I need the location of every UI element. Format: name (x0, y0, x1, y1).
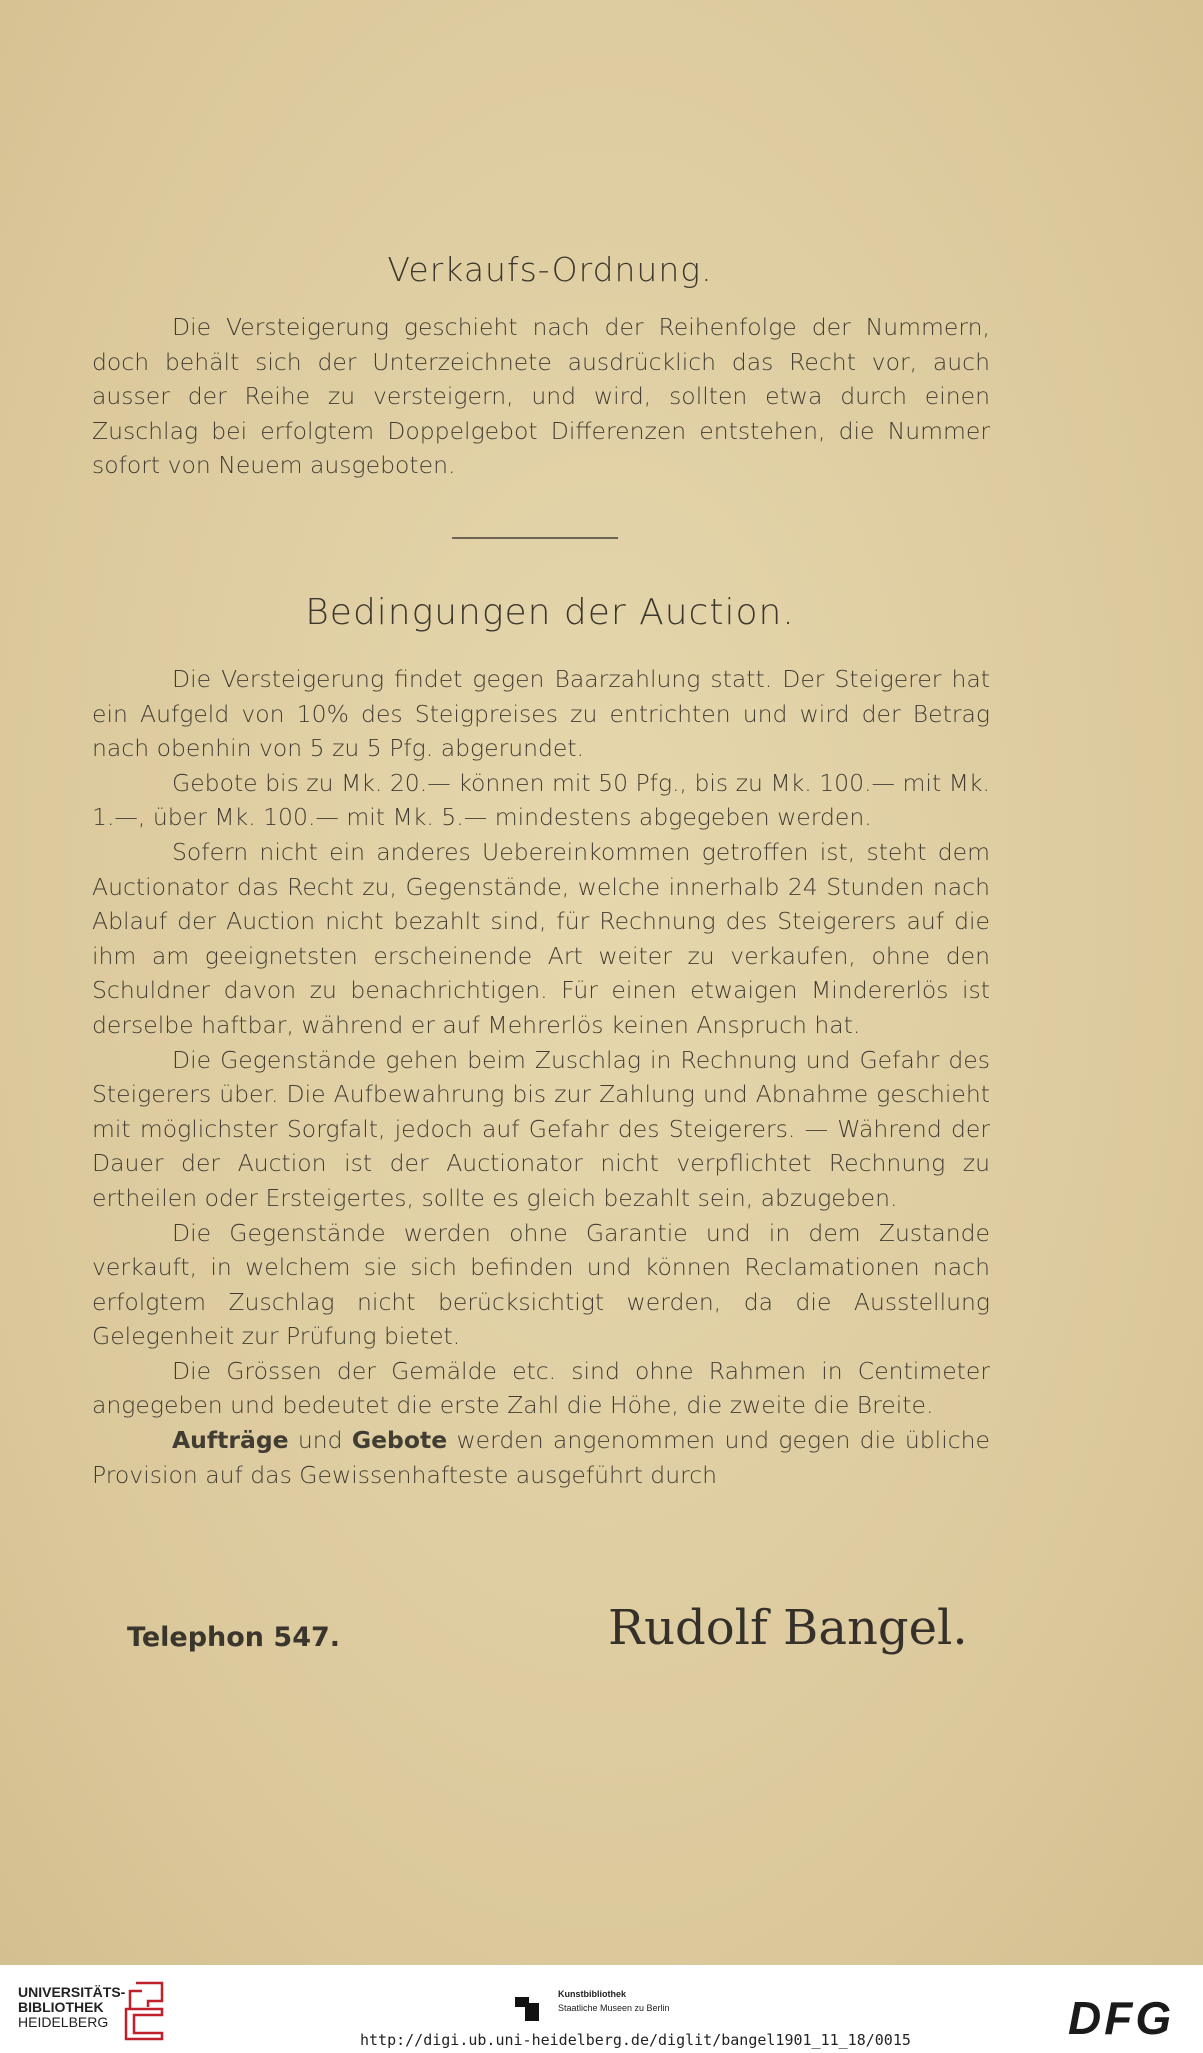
permalink-url[interactable]: http://digi.ub.uni-heidelberg.de/diglit/bangel1901_11_18/0015 (360, 2031, 911, 2049)
bold-auftraege: Aufträge (172, 1426, 289, 1455)
ub-heidelberg-logo-text[interactable] (18, 1985, 125, 2030)
bedingungen-body (92, 662, 990, 1492)
ub-line3: HEIDELBERG (18, 2014, 109, 2030)
telephone-number: Telephon 547. (127, 1622, 341, 1653)
paragraph: Die Versteigerung geschieht nach der Reihenfolge der Nummern, doch behält sich der Unterzeichnete ausdrücklich das Recht vor, auch ausser der Reihe zu versteigern, und wird, sollten etwa durch einen Zuschlag bei erfolgtem Doppelgebot Differenzen entstehen, die Nummer sofort von Neuem ausgeboten. (92, 313, 990, 480)
ub-line2: BIBLIOTHEK (18, 1999, 104, 2015)
paragraph-last (92, 1423, 990, 1492)
paragraph: Sofern nicht ein anderes Uebereinkommen getroffen ist, steht dem Auctionator das Recht zu, Gegenstände, welche innerhalb 24 Stunden nach Ablauf der Auction nicht bezahlt sind, für Rechnung des Steigerers auf die ihm am geeignetsten erscheinende Art weiter zu verkaufen, ohne den Schuldner davon zu benachrichtigen. Für einen etwaigen Mindererlös ist derselbe haftbar, während er auf Mehrerlös keinen Anspruch hat. (92, 837, 990, 1039)
paragraph: Die Versteigerung findet gegen Baarzahlung statt. Der Steigerer hat ein Aufgeld von 10% des Steigpreises zu entrichten und wird der Betrag nach obenhin von 5 zu 5 Pfg. abgerundet. (92, 665, 990, 763)
paragraph: Gebote bis zu Mk. 20.— können mit 50 Pfg., bis zu Mk. 100.— mit Mk. 1.—, über Mk. 100.— mit Mk. 5.— mindestens abgegeben werden. (92, 768, 990, 832)
text-rest: werden angenommen und gegen die übliche Provision auf das Gewissenhafteste ausgeführt durch (92, 1426, 990, 1489)
digitization-footer (0, 1965, 1203, 2053)
kb-line1: Kunstbibliothek (558, 1989, 626, 1999)
paragraph: Die Gegenstände werden ohne Garantie und in dem Zustande verkauft, in welchem sie sich befinden und können Reclamationen nach erfolgtem Zuschlag nicht berücksichtigt werden, da die Ausstellung Gelegenheit zur Prüfung bietet. (92, 1218, 990, 1351)
verkaufs-ordnung-body (92, 310, 990, 483)
section-title-verkaufs-ordnung: Verkaufs-Ordnung. (387, 250, 713, 289)
ub-line1: UNIVERSITÄTS- (18, 1984, 126, 2000)
ub-heidelberg-emblem-icon (122, 1979, 168, 2043)
signature-row (0, 1600, 1203, 1680)
divider-rule (452, 537, 618, 539)
text-und: und (288, 1426, 352, 1455)
paragraph: Die Grössen der Gemälde etc. sind ohne Rahmen in Centimeter angegeben und bedeutet die erste Zahl die Höhe, die zweite die Breite. (92, 1356, 990, 1420)
kunstbibliothek-text (558, 1987, 670, 2015)
paragraph: Die Gegenstände gehen beim Zuschlag in Rechnung und Gefahr des Steigerers über. Die Aufbewahrung bis zur Zahlung und Abnahme geschieht mit möglichster Sorgfalt, jedoch auf Gefahr des Steigerers. — Während der Dauer der Auction ist der Auctionator nicht verpflichtet Rechnung zu ertheilen oder Ersteigertes, sollte es gleich bezahlt sein, abzugeben. (92, 1045, 990, 1212)
auctioneer-signature: Rudolf Bangel. (608, 1600, 968, 1656)
section-title-bedingungen: Bedingungen der Auction. (305, 592, 795, 633)
kb-line2: Staatliche Museen zu Berlin (558, 2003, 670, 2013)
bold-gebote: Gebote (351, 1426, 448, 1455)
dfg-logo[interactable]: DFG (1068, 1992, 1175, 2044)
kunstbibliothek-logo-icon (515, 1993, 539, 2021)
